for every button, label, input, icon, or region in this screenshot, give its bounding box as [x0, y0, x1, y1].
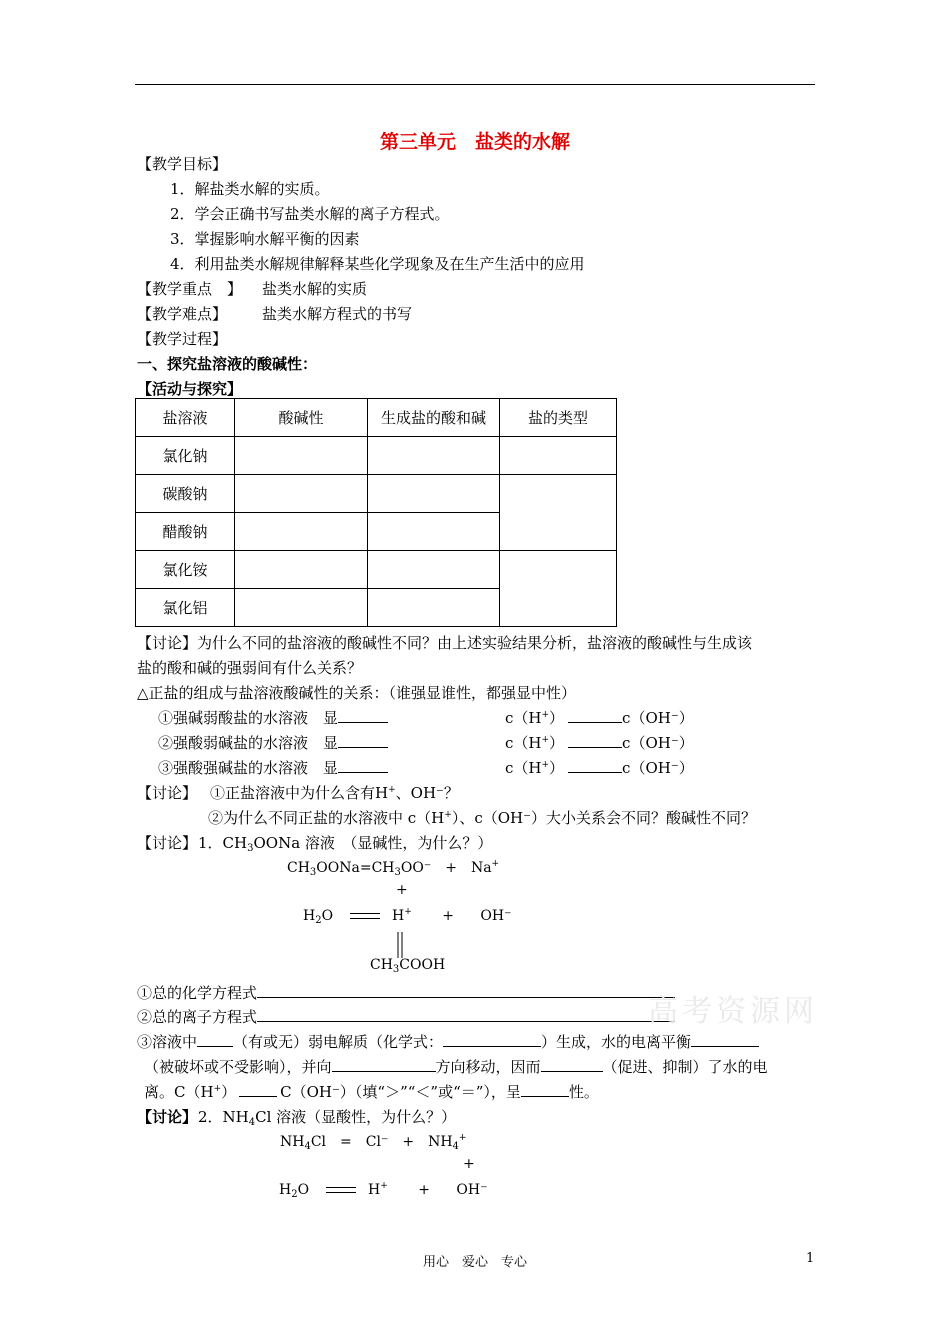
answer-blank[interactable]	[257, 983, 675, 998]
relation-item: ③强酸强碱盐的水溶液 显	[158, 757, 388, 778]
answer-blank[interactable]	[691, 1032, 759, 1047]
table-cell	[368, 551, 500, 589]
table-header: 酸碱性	[235, 399, 368, 437]
fill-line: 离。C（H+） C（OH⁻）（填“＞”“＜”或“＝”），呈 性。	[144, 1083, 599, 1101]
fill-line: ①总的化学方程式	[137, 982, 675, 1003]
equilibrium-arrow-icon	[350, 911, 380, 921]
answer-blank[interactable]	[338, 758, 388, 773]
water-equation: $H_2O$ H+ + OH⁻	[279, 1181, 488, 1200]
relation-item: ②强酸弱碱盐的水溶液 显	[158, 732, 388, 753]
relation-compare: c（H+） c（OH⁻）	[505, 759, 694, 777]
answer-blank[interactable]	[541, 1057, 603, 1072]
answer-blank[interactable]	[568, 733, 622, 748]
difficulty-label: 【教学难点】	[137, 305, 228, 323]
watermark-logo: 高考资源网	[648, 994, 818, 1029]
table-cell	[235, 475, 368, 513]
table-cell	[235, 513, 368, 551]
process-heading: 【教学过程】	[137, 330, 228, 348]
table-row-label: 氯化铝	[136, 589, 235, 627]
answer-blank[interactable]	[332, 1057, 436, 1072]
discussion-text: 盐的酸和碱的强弱间有什么关系？	[137, 659, 363, 677]
answer-blank[interactable]	[568, 758, 622, 773]
relation-heading: △正盐的组成与盐溶液酸碱性的关系：（谁强显谁性，都强显中性）	[137, 684, 577, 702]
objective-item: 1．解盐类水解的实质。	[170, 180, 330, 198]
objective-item: 3．掌握影响水解平衡的因素	[170, 230, 360, 248]
discussion-label: 【讨论】	[137, 834, 198, 852]
ionization-equation: $NH_4Cl$ = Cl⁻ + $NH_4^+$	[280, 1133, 467, 1152]
water-equation: $H_2O$ H+ + OH⁻	[303, 907, 512, 926]
answer-blank[interactable]	[257, 1007, 675, 1022]
key-point-text: 盐类水解的实质	[262, 280, 368, 298]
relation-compare: c（H+） c（OH⁻）	[505, 709, 694, 727]
table-row-label: 氯化钠	[136, 437, 235, 475]
table-header: 生成盐的酸和碱	[368, 399, 500, 437]
table-row-label: 氯化铵	[136, 551, 235, 589]
relation-compare: c（H+） c（OH⁻）	[505, 734, 694, 752]
key-point-label: 【教学重点 】	[137, 280, 243, 298]
answer-blank[interactable]	[197, 1032, 233, 1047]
answer-blank[interactable]	[568, 708, 622, 723]
answer-blank[interactable]	[521, 1082, 569, 1097]
salt-table	[135, 398, 617, 627]
table-header: 盐溶液	[136, 399, 235, 437]
answer-blank[interactable]	[239, 1082, 277, 1097]
fill-line: ③溶液中 （有或无）弱电解质（化学式： ）生成，水的电离平衡	[137, 1031, 759, 1052]
discussion-question: 2．$NH_4Cl$ 溶液（显酸性，为什么？）	[198, 1108, 457, 1128]
fill-line: ②总的离子方程式	[137, 1006, 675, 1027]
plus-sign: +	[463, 1156, 475, 1172]
plus-sign: +	[396, 882, 408, 898]
table-cell	[368, 437, 500, 475]
page-footer: 用心 爱心 专心	[422, 1255, 527, 1270]
section-heading: 一、探究盐溶液的酸碱性：	[137, 355, 318, 373]
table-cell	[500, 475, 617, 551]
table-cell	[500, 437, 617, 475]
table-cell	[368, 513, 500, 551]
table-cell	[235, 437, 368, 475]
table-header: 盐的类型	[500, 399, 617, 437]
answer-blank[interactable]	[338, 733, 388, 748]
discussion-label: 【讨论】	[137, 1108, 198, 1126]
difficulty-text: 盐类水解方程式的书写	[262, 305, 413, 323]
equilibrium-arrow-icon	[326, 1185, 356, 1195]
page-title: 第三单元 盐类的水解	[379, 131, 570, 153]
table-cell	[368, 589, 500, 627]
header-rule	[135, 84, 815, 85]
discussion-question: 1．$CH_3OONa$ 溶液 （显碱性，为什么？）	[198, 834, 493, 854]
page-number: 1	[806, 1251, 815, 1266]
acetic-acid: $CH_3COOH$	[370, 957, 446, 975]
objective-item: 2．学会正确书写盐类水解的离子方程式。	[170, 205, 450, 223]
answer-blank[interactable]	[443, 1032, 541, 1047]
table-row-label: 醋酸钠	[136, 513, 235, 551]
table-cell	[500, 551, 617, 627]
equilibrium-down-arrow-icon	[394, 930, 406, 960]
activity-heading: 【活动与探究】	[137, 380, 243, 398]
table-row-label: 碳酸钠	[136, 475, 235, 513]
relation-item: ①强碱弱酸盐的水溶液 显	[158, 707, 388, 728]
table-cell	[235, 589, 368, 627]
discussion-question: ①正盐溶液中为什么含有H+、OH⁻？	[210, 784, 459, 802]
answer-blank[interactable]	[338, 708, 388, 723]
objective-item: 4．利用盐类水解规律解释某些化学现象及在生产生活中的应用	[170, 255, 585, 273]
discussion-question: ②为什么不同正盐的水溶液中 c（H+）、c（OH⁻）大小关系会不同？酸碱性不同？	[208, 809, 757, 827]
fill-line: （被破坏或不受影响），并向 方向移动，因而 （促进、抑制）了水的电	[144, 1058, 768, 1076]
table-cell	[235, 551, 368, 589]
discussion-text: 【讨论】为什么不同的盐溶液的酸碱性不同？由上述实验结果分析，盐溶液的酸碱性与生成该	[137, 634, 753, 652]
discussion-label: 【讨论】	[137, 784, 198, 802]
ionization-equation: $CH_3OONa=CH_3OO^-$ + Na+	[287, 859, 500, 878]
objectives-heading: 【教学目标】	[137, 155, 228, 173]
table-cell	[368, 475, 500, 513]
